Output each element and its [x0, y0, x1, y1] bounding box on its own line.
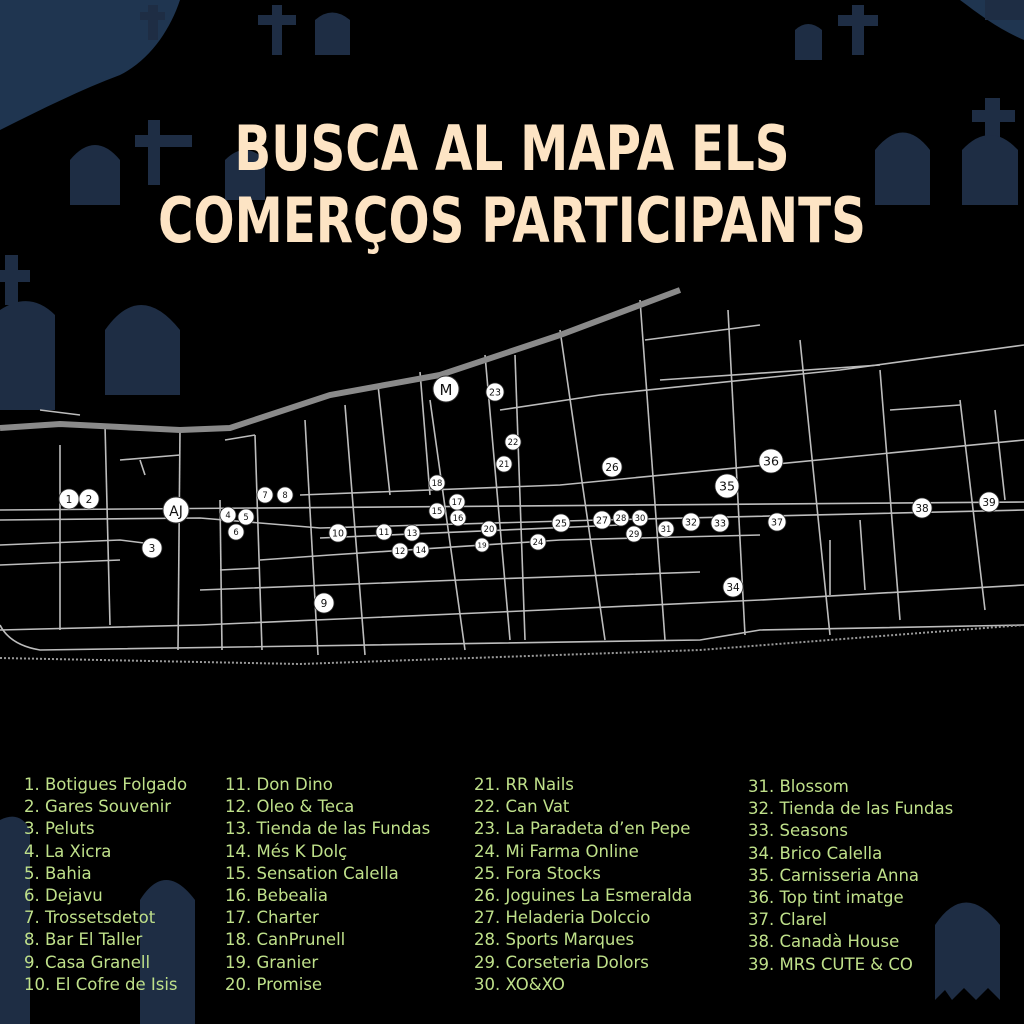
legend-item: 6. Dejavu [24, 886, 103, 906]
shop-marker-1[interactable] [59, 489, 79, 509]
shop-marker-8[interactable] [277, 487, 293, 503]
shop-marker-label: 6 [233, 527, 239, 538]
legend-item: 38. Canadà House [748, 932, 900, 952]
shop-marker-3[interactable] [142, 538, 162, 558]
legend-item: 24. Mi Farma Online [474, 841, 639, 861]
legend-item: 21. RR Nails [474, 775, 574, 794]
shop-marker-39[interactable] [979, 492, 999, 512]
shop-marker-4[interactable] [220, 507, 236, 523]
shop-marker-23[interactable] [486, 383, 504, 401]
legend-item: 28. Sports Marques [474, 930, 635, 950]
shop-marker-label: 5 [243, 512, 249, 523]
shop-marker-label: 38 [915, 502, 929, 515]
cross-tombstone-icon [0, 255, 30, 305]
legend-item: 37. Clarel [748, 910, 827, 930]
tombstone-icon [795, 24, 822, 60]
legend-item: 2. Gares Souvenir [24, 797, 172, 817]
shop-marker-25[interactable] [552, 514, 570, 532]
legend-item: 34. Brico Calella [748, 843, 883, 863]
coast-railway [0, 625, 1024, 664]
legend-item: 31. Blossom [748, 777, 849, 796]
shop-marker-label: 33 [713, 518, 727, 530]
shop-marker-label: 21 [498, 459, 510, 470]
shop-marker-20[interactable] [481, 521, 497, 537]
legend-item: 10. El Cofre de Isis [24, 974, 178, 994]
legend-item: 17. Charter [225, 908, 319, 928]
legend-item: 1. Botigues Folgado [24, 775, 188, 794]
shop-marker-label: 13 [406, 528, 418, 539]
legend-item: 39. MRS CUTE & CO [748, 954, 913, 974]
legend-item: 14. Més K Dolç [225, 841, 348, 861]
shop-marker-9[interactable] [314, 593, 334, 613]
shop-marker-label: 7 [262, 490, 268, 501]
main-road [0, 290, 680, 430]
shop-marker-label: 26 [605, 461, 619, 474]
shop-marker-30[interactable] [632, 510, 648, 526]
shop-marker-label: 2 [85, 493, 93, 506]
shop-marker-label: 3 [148, 542, 156, 555]
shop-marker-label: 19 [477, 540, 487, 550]
shop-marker-18[interactable] [429, 475, 445, 491]
shop-marker-label: 18 [431, 478, 443, 489]
legend-column-2 [225, 774, 430, 996]
shop-marker-2[interactable] [79, 489, 99, 509]
shop-marker-5[interactable] [238, 509, 254, 525]
shop-marker-label: 30 [634, 513, 646, 524]
shop-marker-31[interactable] [658, 521, 674, 537]
metro-marker[interactable] [433, 376, 459, 402]
legend-item: 32. Tienda de las Fundas [748, 799, 954, 819]
legend-item: 13. Tienda de las Fundas [225, 819, 431, 839]
tombstone-icon [0, 301, 55, 410]
shop-marker-label: 1 [65, 493, 73, 506]
legend-item: 3. Peluts [24, 819, 95, 839]
page-title-line-1: BUSCA AL MAPA ELS [234, 112, 790, 185]
shop-marker-24[interactable] [530, 534, 546, 550]
shop-marker-label: 12 [394, 546, 406, 557]
legend-item: 4. La Xicra [24, 841, 112, 861]
legend-item: 27. Heladeria Dolccio [474, 908, 651, 928]
shop-marker-label: 35 [718, 478, 736, 494]
shop-marker-label: 15 [431, 506, 443, 517]
shop-marker-22[interactable] [505, 434, 521, 450]
legend-item: 12. Oleo & Teca [225, 797, 355, 817]
shop-marker-label: 4 [225, 510, 231, 521]
shop-marker-label: 10 [331, 528, 345, 540]
shop-marker-26[interactable] [602, 457, 622, 477]
shop-marker-label: 16 [452, 513, 464, 524]
tombstone-icon [985, 0, 1024, 20]
town-hall-marker[interactable] [163, 497, 189, 523]
shop-marker-label: 29 [628, 529, 640, 540]
shop-marker-label: 24 [532, 537, 544, 548]
shop-marker-label: 31 [660, 524, 672, 535]
shop-marker-12[interactable] [392, 543, 408, 559]
shop-marker-label: 39 [982, 496, 996, 509]
legend-item: 16. Bebealia [225, 886, 328, 906]
shop-marker-label: 25 [554, 518, 568, 530]
legend-item: 11. Don Dino [225, 775, 333, 794]
legend-item: 36. Top tint imatge [748, 888, 904, 908]
legend-item: 23. La Paradeta d’en Pepe [474, 819, 691, 839]
cross-tombstone-icon [838, 5, 878, 55]
page-title-line-2: COMERÇOS PARTICIPANTS [158, 184, 866, 257]
legend-item: 5. Bahia [24, 863, 92, 883]
cross-tombstone-icon [258, 5, 296, 55]
legend-item: 26. Joguines La Esmeralda [474, 886, 693, 906]
legend-item: 7. Trossetsdetot [24, 908, 156, 928]
shop-marker-label: 14 [415, 545, 427, 556]
shop-marker-34[interactable] [723, 577, 743, 597]
shop-marker-label: 17 [451, 497, 463, 508]
metro-marker-label: M [439, 381, 453, 399]
legend-item: 15. Sensation Calella [225, 863, 399, 883]
shop-marker-16[interactable] [450, 510, 466, 526]
shop-marker-7[interactable] [257, 487, 273, 503]
shop-marker-28[interactable] [613, 510, 629, 526]
tombstone-icon [105, 305, 180, 395]
shop-marker-32[interactable] [682, 513, 700, 531]
shop-marker-14[interactable] [413, 542, 429, 558]
legend-item: 30. XO&XO [474, 974, 565, 994]
shop-marker-label: 11 [378, 527, 390, 538]
shop-marker-label: 32 [684, 517, 698, 529]
shop-marker-6[interactable] [228, 524, 244, 540]
shop-marker-19[interactable] [475, 538, 489, 552]
shop-marker-11[interactable] [376, 524, 392, 540]
shop-marker-label: 37 [770, 517, 784, 529]
legend-item: 29. Corseteria Dolors [474, 952, 649, 972]
legend-item: 25. Fora Stocks [474, 863, 601, 883]
shop-marker-10[interactable] [329, 524, 347, 542]
shop-marker-35[interactable] [715, 474, 739, 498]
legend-item: 19. Granier [225, 952, 319, 972]
shop-marker-21[interactable] [496, 456, 512, 472]
shop-marker-36[interactable] [759, 449, 783, 473]
shop-marker-label: 34 [726, 581, 740, 594]
legend-column-3 [474, 774, 692, 996]
shop-marker-label: 27 [595, 515, 609, 527]
legend-item: 33. Seasons [748, 821, 848, 841]
shop-marker-label: 9 [320, 597, 328, 610]
shop-marker-33[interactable] [711, 514, 729, 532]
legend-item: 22. Can Vat [474, 797, 570, 817]
legend-column-4 [748, 776, 953, 976]
shop-marker-label: 20 [483, 524, 495, 535]
shop-marker-38[interactable] [912, 498, 932, 518]
legend-column-1 [24, 774, 187, 996]
shop-marker-29[interactable] [626, 526, 642, 542]
legend-item: 20. Promise [225, 974, 323, 994]
shop-marker-37[interactable] [768, 513, 786, 531]
legend-item: 8. Bar El Taller [24, 930, 143, 950]
shop-marker-15[interactable] [429, 503, 445, 519]
town-hall-marker-label: AJ [169, 504, 183, 520]
shop-marker-label: 8 [282, 490, 288, 501]
shop-marker-label: 28 [615, 513, 627, 524]
tombstone-icon [315, 13, 350, 56]
shop-marker-label: 22 [507, 437, 519, 448]
shop-marker-27[interactable] [593, 511, 611, 529]
shop-marker-label: 36 [762, 453, 780, 469]
shop-marker-13[interactable] [404, 525, 420, 541]
legend-item: 18. CanPrunell [225, 930, 346, 950]
shop-marker-17[interactable] [449, 494, 465, 510]
legend-item: 9. Casa Granell [24, 952, 151, 972]
legend-item: 35. Carnisseria Anna [748, 865, 920, 885]
shop-marker-label: 23 [488, 387, 502, 399]
tombstone-icon [962, 135, 1018, 205]
